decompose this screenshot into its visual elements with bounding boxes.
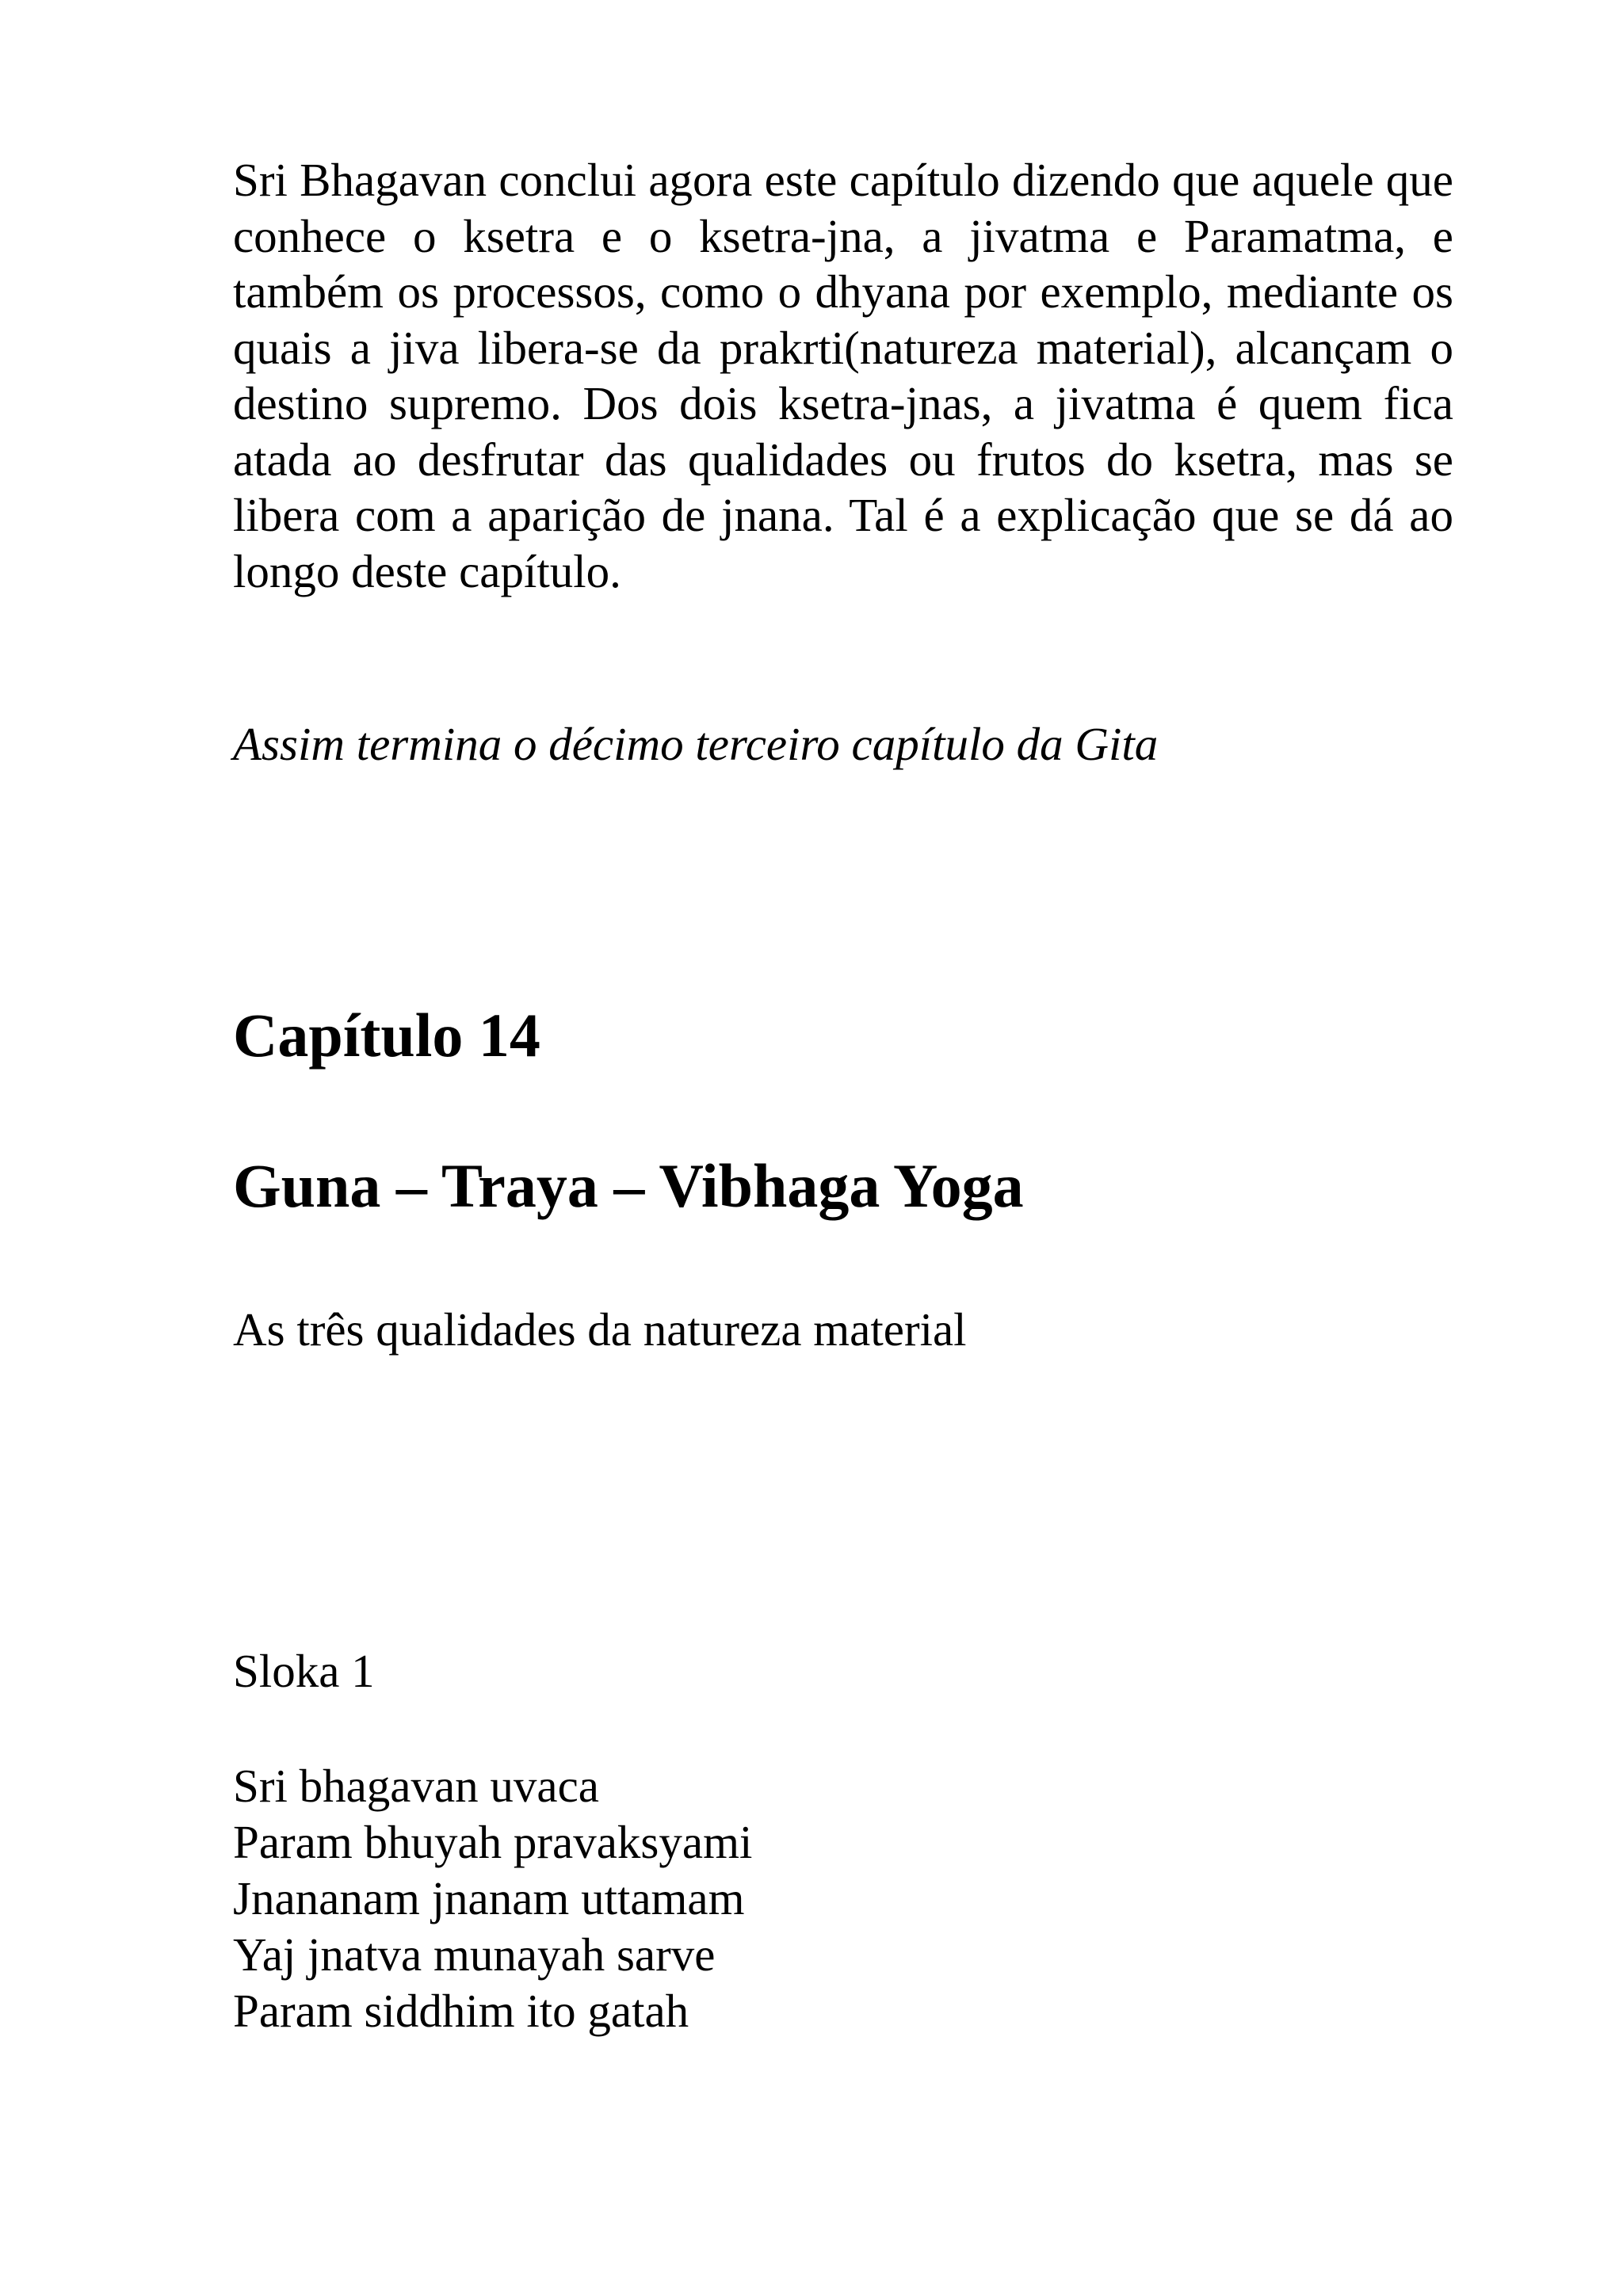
- verse-line: Yaj jnatva munayah sarve: [233, 1928, 716, 1981]
- verse-line: Sri bhagavan uvaca: [233, 1760, 599, 1812]
- verse-line: Param siddhim ito gatah: [233, 1985, 689, 2037]
- verse-line: Param bhuyah pravaksyami: [233, 1816, 753, 1868]
- chapter-closing-line: Assim termina o décimo terceiro capítulo da Gita: [233, 718, 1159, 770]
- intro-paragraph: Sri Bhagavan conclui agora este capítulo dizendo que aquele que conhece o ksetra e o ksetra-jna, a jivatma e Paramatma, e também os processos, como o dhyana por exemplo, mediante os quais a jiva libera-se da prakrti(natureza material), alcançam o destino supremo. Dos dois ksetra-jnas, a jivatma é quem fica atada ao desfrutar das qualidades ou frutos do ksetra, mas se libera com a aparição de jnana. Tal é a explicação que se dá ao longo deste capítulo.: [233, 154, 1453, 597]
- verse-line: Jnananam jnanam uttamam: [233, 1872, 745, 1924]
- chapter-title-heading: Guna – Traya – Vibhaga Yoga: [233, 1151, 1024, 1220]
- sloka-label: Sloka 1: [233, 1645, 375, 1697]
- sloka-verse: [233, 1758, 752, 2039]
- chapter-subtitle: As três qualidades da natureza material: [233, 1303, 967, 1356]
- chapter-number-heading: Capítulo 14: [233, 1001, 540, 1070]
